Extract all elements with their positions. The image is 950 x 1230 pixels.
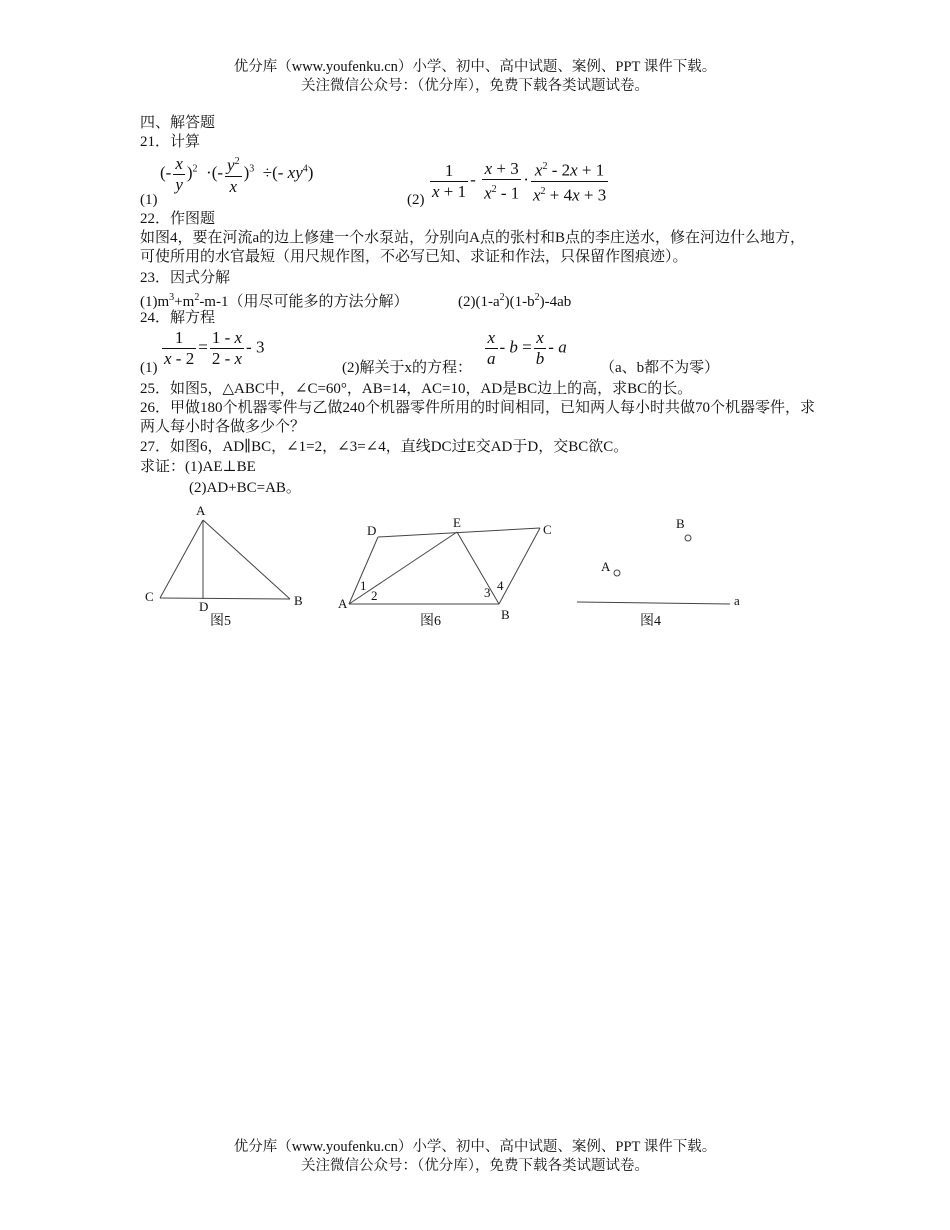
- figure-5: [145, 503, 303, 629]
- fig5-label-b: B: [294, 593, 303, 608]
- fig6-label-d: D: [367, 523, 377, 538]
- q23-title: 23．因式分解: [140, 270, 231, 286]
- q21-label-2: (2): [407, 192, 425, 208]
- q24-title: 24．解方程: [140, 310, 216, 326]
- fig5-caption: 图5: [210, 614, 231, 629]
- page-header-line1: 优分库（www.youfenku.cn）小学、初中、高中试题、案例、PPT 课件下载。: [233, 59, 717, 75]
- figure-4: [577, 516, 740, 629]
- page-header-line2: 关注微信公众号：（优分库），免费下载各类试题试卷。: [301, 78, 649, 94]
- q24-part2-prefix: (2)解关于x的方程：: [342, 360, 472, 376]
- q27-prove-1: 求证：(1)AE⊥BE: [140, 459, 256, 475]
- fig4-point-b: [685, 535, 691, 541]
- fig6-label-angle2: 2: [371, 588, 378, 603]
- fig4-label-river: a: [734, 593, 740, 608]
- q24-label-1: (1): [140, 360, 158, 376]
- q21-formula-1: (- $\frac{x}{y}$ )$^2$ ·(- $\frac{y^2}{x}$ )$^3$ ÷(- $xy^4$): [160, 153, 314, 196]
- q21-formula-2: $\frac{1}{x + 1}$ - $\frac{x + 3}{x^2 - 1}$ · $\frac{x^2 - 2x + 1}{x^2 + 4x + 3}$: [432, 158, 607, 205]
- fig6-label-angle1: 1: [360, 578, 367, 593]
- fig6-caption: 图6: [420, 614, 441, 629]
- fig5-label-d: D: [199, 599, 209, 614]
- fig6-label-angle3: 3: [484, 585, 491, 600]
- fig5-label-a: A: [196, 503, 206, 518]
- page-footer-line1: 优分库（www.youfenku.cn）小学、初中、高中试题、案例、PPT 课件下载。: [233, 1139, 717, 1155]
- fig4-caption: 图4: [640, 614, 661, 629]
- q27-text: 27．如图6，AD∥BC，∠1=2，∠3=∠4，直线DC过E交AD于D，交BC欲C。: [140, 439, 629, 455]
- q27-prove-2: (2)AD+BC=AB。: [189, 480, 301, 496]
- page-footer-line2: 关注微信公众号：（优分库），免费下载各类试题试卷。: [301, 1158, 649, 1174]
- fig4-label-b: B: [676, 516, 685, 531]
- q21-title: 21．计算: [140, 134, 201, 150]
- q21-label-1: (1): [140, 192, 158, 208]
- q23-part1: $(1)m^3+m^2-m-1$（用尽可能多的方法分解）: [140, 292, 409, 310]
- fig4-river-line: [577, 602, 730, 604]
- q25-text: 25．如图5，△ABC中，∠C=60°，AB=14，AC=10，AD是BC边上的高，求BC的长。: [140, 381, 693, 397]
- fig6-label-b: B: [501, 607, 510, 622]
- q23-part2: $(2)(1-a^2)(1-b^2)-4ab$: [458, 292, 572, 310]
- figure-6: [338, 515, 552, 629]
- fig4-label-a: A: [601, 559, 611, 574]
- fig5-label-c: C: [145, 589, 154, 604]
- fig6-label-a: A: [338, 596, 348, 611]
- section-title: 四、解答题: [140, 115, 216, 131]
- fig6-label-angle4: 4: [497, 578, 504, 593]
- fig4-point-a: [614, 570, 620, 576]
- q22-title: 22．作图题: [140, 211, 216, 227]
- fig6-label-c: C: [543, 522, 552, 537]
- q24-part2-note: （a、b都不为零）: [600, 360, 720, 376]
- fig6-label-e: E: [453, 515, 461, 530]
- q23-part1-note: （用尽可能多的方法分解）: [228, 294, 409, 310]
- q24-equation-2: $\frac{x}{a}$ - b = $\frac{x}{b}$ - a: [487, 328, 567, 368]
- q24-equation-1: $\frac{1}{x - 2}$ = $\frac{1 - x}{2 - x}$ - 3: [164, 328, 265, 368]
- q22-body: 如图4，要在河流a的边上修建一个水泵站，分别向A点的张村和B点的李庄送水，修在河边什么地方，可使所用的水官最短（用尺规作图，不必写已知、求证和作法，只保留作图痕迹）。: [140, 230, 805, 265]
- q26-text: 26．甲做180个机器零件与乙做240个机器零件所用的时间相同，已知两人每小时共做70个机器零件，求两人每小时各做多少个？: [140, 400, 816, 435]
